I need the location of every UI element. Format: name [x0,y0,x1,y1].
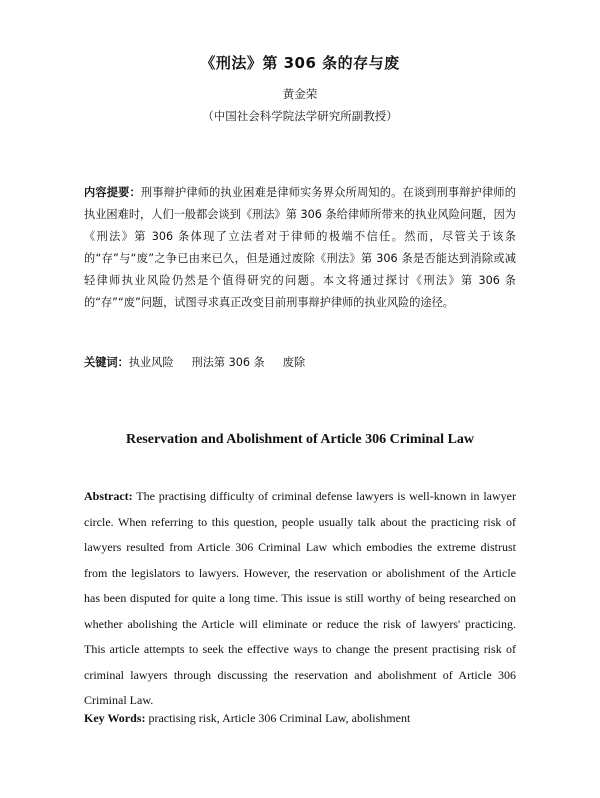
chinese-keyword: 废除 [282,356,306,369]
chinese-keyword: 执业风险 [128,356,174,369]
chinese-abstract-text: 刑事辩护律师的执业困难是律师实务界众所周知的。在谈到刑事辩护律师的执业困难时，人们一般都会谈到《刑法》第 306 条给律师所带来的执业风险问题，因为《刑法》第 306 条体现了立法者对于律师的极端不信任。然而，尽管关于该条的“存”与“废”之争已由来已久，但是通过废除《刑法》第 306 条是否能达到消除或减轻律师执业风险仍然是个值得研究的问题。本文将通过探讨《刑法》第 306 条的“存”“废”问题，试图寻求真正改变目前刑事辩护律师的执业风险的途径。 [84,186,516,309]
english-title: Reservation and Abolishment of Article 306 Criminal Law [125,432,475,447]
chinese-keyword: 刑法第 306 条 [191,356,265,369]
chinese-abstract [84,182,516,314]
english-keywords [84,708,516,728]
chinese-affiliation: （中国社会科学院法学研究所副教授） [202,109,398,123]
english-abstract-label: Abstract: [84,489,133,503]
english-keywords-label: Key Words: [84,711,146,725]
english-abstract-text: The practising difficulty of criminal defense lawyers is well-known in lawyer circle. When referring to this question, people usually talk about the practicing risk of lawyers resulted from Article 306 Criminal Law which embodies the extreme distrust from the legislators to lawyers. However, the reservation or abolishment of the Article has been disputed for quite a long time. This issue is still worthy of being researched on whether abolishing the Article will eliminate or reduce the risk of lawyers' practicing. This article attempts to seek the effective ways to change the present practising risk of criminal lawyers through discussing the reservation and abolishment of Article 306 Criminal Law. [84,489,516,707]
chinese-keywords [84,353,516,373]
chinese-abstract-label: 内容提要： [84,186,141,199]
chinese-keywords-label: 关键词： [84,356,129,369]
english-abstract [84,484,516,714]
chinese-author: 黄金荣 [282,87,318,101]
english-keywords-text: practising risk, Article 306 Criminal Law, abolishment [148,711,411,725]
chinese-title: 《刑法》第 306 条的存与废 [200,54,400,72]
